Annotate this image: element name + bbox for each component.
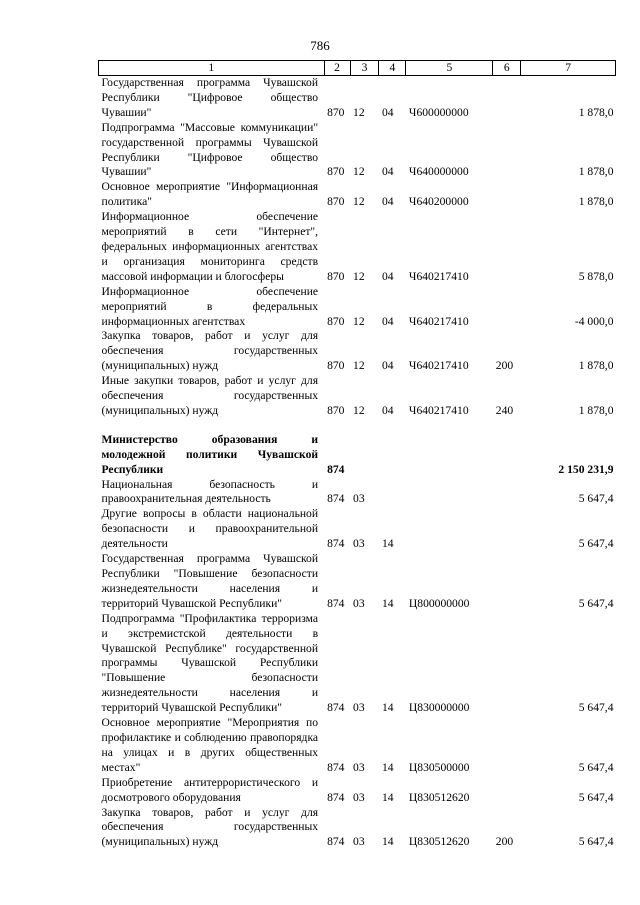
row-amount: 1 878,0 <box>578 403 614 417</box>
table-row <box>99 121 616 181</box>
row-subsection-code: 14 <box>381 596 394 610</box>
row-amount <box>521 419 616 433</box>
row-name: Основное мероприятие "Информационная политика" <box>101 180 319 209</box>
row-amount: 5 878,0 <box>578 269 614 283</box>
row-section-code: 12 <box>353 269 365 283</box>
row-section-code <box>350 433 379 478</box>
row-section-code: 12 <box>353 165 365 179</box>
row-expense-type <box>493 210 521 285</box>
row-section-code: 03 <box>353 596 365 610</box>
row-target-article: Ч640200000 <box>408 195 469 209</box>
row-grbs-code: 870 <box>327 105 345 119</box>
row-target-article: Ч640217410 <box>408 359 469 373</box>
row-grbs-code: 874 <box>327 596 345 610</box>
row-name: Информационное обеспечение мероприятий в федеральных информационных агентствах <box>101 284 319 328</box>
row-name: Основное мероприятие "Мероприятия по профилактике и соблюдению правопорядка на улицах и в других общественных местах" <box>101 716 319 774</box>
row-grbs-code: 870 <box>327 359 345 373</box>
row-grbs-code: 874 <box>327 537 345 551</box>
row-expense-type <box>493 776 521 806</box>
row-target-article <box>406 478 493 508</box>
table-row <box>99 806 616 851</box>
row-section-code: 12 <box>353 105 365 119</box>
row-amount: 1 878,0 <box>578 359 614 373</box>
table-row <box>99 776 616 806</box>
row-grbs-code: 874 <box>327 701 345 715</box>
row-target-article <box>406 433 493 478</box>
row-name: Подпрограмма "Массовые коммуникации" государственной программы Чувашской Республики "Цифровое общество Чувашии" <box>101 120 319 179</box>
table-row <box>99 180 616 210</box>
row-subsection-code: 04 <box>381 269 394 283</box>
row-amount: 5 647,4 <box>578 701 614 715</box>
table-row <box>99 419 616 433</box>
row-subsection-code: 14 <box>381 701 394 715</box>
row-target-article: Ц800000000 <box>408 596 470 610</box>
row-section-code: 03 <box>353 537 365 551</box>
table-row <box>99 210 616 285</box>
table-row <box>99 76 616 121</box>
row-section-code: 12 <box>353 359 365 373</box>
row-amount: 5 647,4 <box>578 790 614 804</box>
row-name: Другие вопросы в области национальной безопасности и правоохранительной деятельности <box>101 507 319 551</box>
row-section-code: 03 <box>353 492 365 506</box>
row-target-article: Ч600000000 <box>408 105 469 119</box>
row-name: Закупка товаров, работ и услуг для обеспечения государственных (муниципальных) нужд <box>101 329 319 373</box>
row-grbs-code: 870 <box>327 403 345 417</box>
row-grbs-code <box>324 419 350 433</box>
row-amount: 5 647,4 <box>578 835 614 849</box>
header-row <box>99 61 616 76</box>
row-target-article: Ч640217410 <box>408 403 469 417</box>
row-subsection-code <box>379 478 406 508</box>
row-name: Иные закупки товаров, работ и услуг для обеспечения государственных (муниципальных) нужд <box>101 374 319 417</box>
row-name <box>99 419 325 433</box>
row-name: Государственная программа Чувашской Республики "Цифровое общество Чувашии" <box>101 76 319 119</box>
table-row <box>99 478 616 508</box>
row-grbs-code: 874 <box>327 835 345 849</box>
header-col-4: 4 <box>379 61 406 76</box>
row-grbs-code: 870 <box>327 195 345 209</box>
row-section-code: 12 <box>353 314 365 328</box>
budget-table <box>98 60 616 850</box>
row-section-code: 03 <box>353 790 365 804</box>
row-subsection-code: 04 <box>381 403 394 417</box>
row-amount: -4 000,0 <box>574 314 614 328</box>
header-col-6: 6 <box>493 61 521 76</box>
row-amount: 1 878,0 <box>578 105 614 119</box>
row-expense-type <box>493 552 521 612</box>
row-expense-type: 240 <box>495 403 514 417</box>
row-expense-type <box>493 478 521 508</box>
row-expense-type <box>493 76 521 121</box>
row-section-code: 03 <box>353 701 365 715</box>
row-target-article: Ц830500000 <box>408 760 470 774</box>
row-expense-type <box>493 612 521 716</box>
header-col-1: 1 <box>99 61 325 76</box>
row-name: Национальная безопасность и правоохранительная деятельность <box>101 477 319 506</box>
row-grbs-code: 874 <box>327 790 345 804</box>
row-name: Государственная программа Чувашской Республики "Повышение безопасности жизнедеятельности населения и территорий Чувашской Республики" <box>101 552 319 610</box>
page-number: 786 <box>310 38 330 53</box>
table-row <box>99 612 616 716</box>
row-expense-type: 200 <box>495 359 514 373</box>
row-subsection-code: 14 <box>381 537 394 551</box>
row-expense-type <box>493 716 521 776</box>
row-grbs-code: 870 <box>327 314 345 328</box>
row-expense-type <box>493 121 521 181</box>
row-subsection-code: 04 <box>381 165 394 179</box>
row-section-code: 12 <box>353 403 365 417</box>
row-expense-type: 200 <box>495 835 514 849</box>
table-row <box>99 552 616 612</box>
row-expense-type <box>493 507 521 552</box>
row-grbs-code: 874 <box>327 462 345 476</box>
row-name: Подпрограмма "Профилактика терроризма и экстремистской деятельности в Чувашской Республике" государственной программы Чувашской Республики "Повышение безопасности жизнедеятельности населения и территорий Чувашской Республики" <box>101 611 319 715</box>
row-target-article <box>406 419 493 433</box>
row-name: Информационное обеспечение мероприятий в сети "Интернет", федеральных информационных агентствах и организация мониторинга средств массовой информации и блогосферы <box>101 210 319 283</box>
header-col-3: 3 <box>350 61 379 76</box>
row-target-article: Ч640000000 <box>408 165 469 179</box>
row-target-article <box>406 507 493 552</box>
row-expense-type <box>493 419 521 433</box>
row-expense-type <box>493 285 521 330</box>
row-section-code: 03 <box>353 835 365 849</box>
row-subsection-code: 04 <box>381 314 394 328</box>
row-grbs-code: 874 <box>327 492 345 506</box>
table-row <box>99 507 616 552</box>
table-body <box>99 76 616 851</box>
row-amount: 1 878,0 <box>578 165 614 179</box>
row-subsection-code <box>379 433 406 478</box>
row-section-code: 12 <box>353 195 365 209</box>
row-amount: 1 878,0 <box>578 195 614 209</box>
table-row <box>99 285 616 330</box>
row-expense-type <box>493 180 521 210</box>
row-amount: 5 647,4 <box>578 492 614 506</box>
row-grbs-code: 870 <box>327 269 345 283</box>
header-col-2: 2 <box>324 61 350 76</box>
row-section-code: 03 <box>353 760 365 774</box>
row-target-article: Ч640217410 <box>408 314 469 328</box>
row-subsection-code: 04 <box>381 105 394 119</box>
row-subsection-code: 04 <box>381 195 394 209</box>
row-name: Приобретение антитеррористического и досмотрового оборудования <box>101 775 319 804</box>
row-expense-type <box>493 433 521 478</box>
row-subsection-code: 14 <box>381 835 394 849</box>
table-row <box>99 433 616 478</box>
row-target-article: Ц830512620 <box>408 790 470 804</box>
header-col-7: 7 <box>521 61 616 76</box>
row-amount: 5 647,4 <box>578 537 614 551</box>
table-row <box>99 716 616 776</box>
row-amount: 5 647,4 <box>578 596 614 610</box>
row-subsection-code <box>379 419 406 433</box>
row-target-article: Ц830000000 <box>408 701 470 715</box>
row-subsection-code: 14 <box>381 760 394 774</box>
row-subsection-code: 14 <box>381 790 394 804</box>
row-grbs-code: 874 <box>327 760 345 774</box>
row-target-article: Ц830512620 <box>408 835 470 849</box>
row-amount: 2 150 231,9 <box>558 462 614 476</box>
row-amount: 5 647,4 <box>578 760 614 774</box>
row-target-article: Ч640217410 <box>408 269 469 283</box>
table-header <box>99 61 616 76</box>
row-name: Министерство образования и молодежной политики Чувашской Республики <box>101 432 319 476</box>
header-col-5: 5 <box>406 61 493 76</box>
row-name: Закупка товаров, работ и услуг для обеспечения государственных (муниципальных) нужд <box>101 805 319 849</box>
table-row <box>99 374 616 419</box>
table-row <box>99 329 616 374</box>
row-section-code <box>350 419 379 433</box>
row-subsection-code: 04 <box>381 359 394 373</box>
row-grbs-code: 870 <box>327 165 345 179</box>
